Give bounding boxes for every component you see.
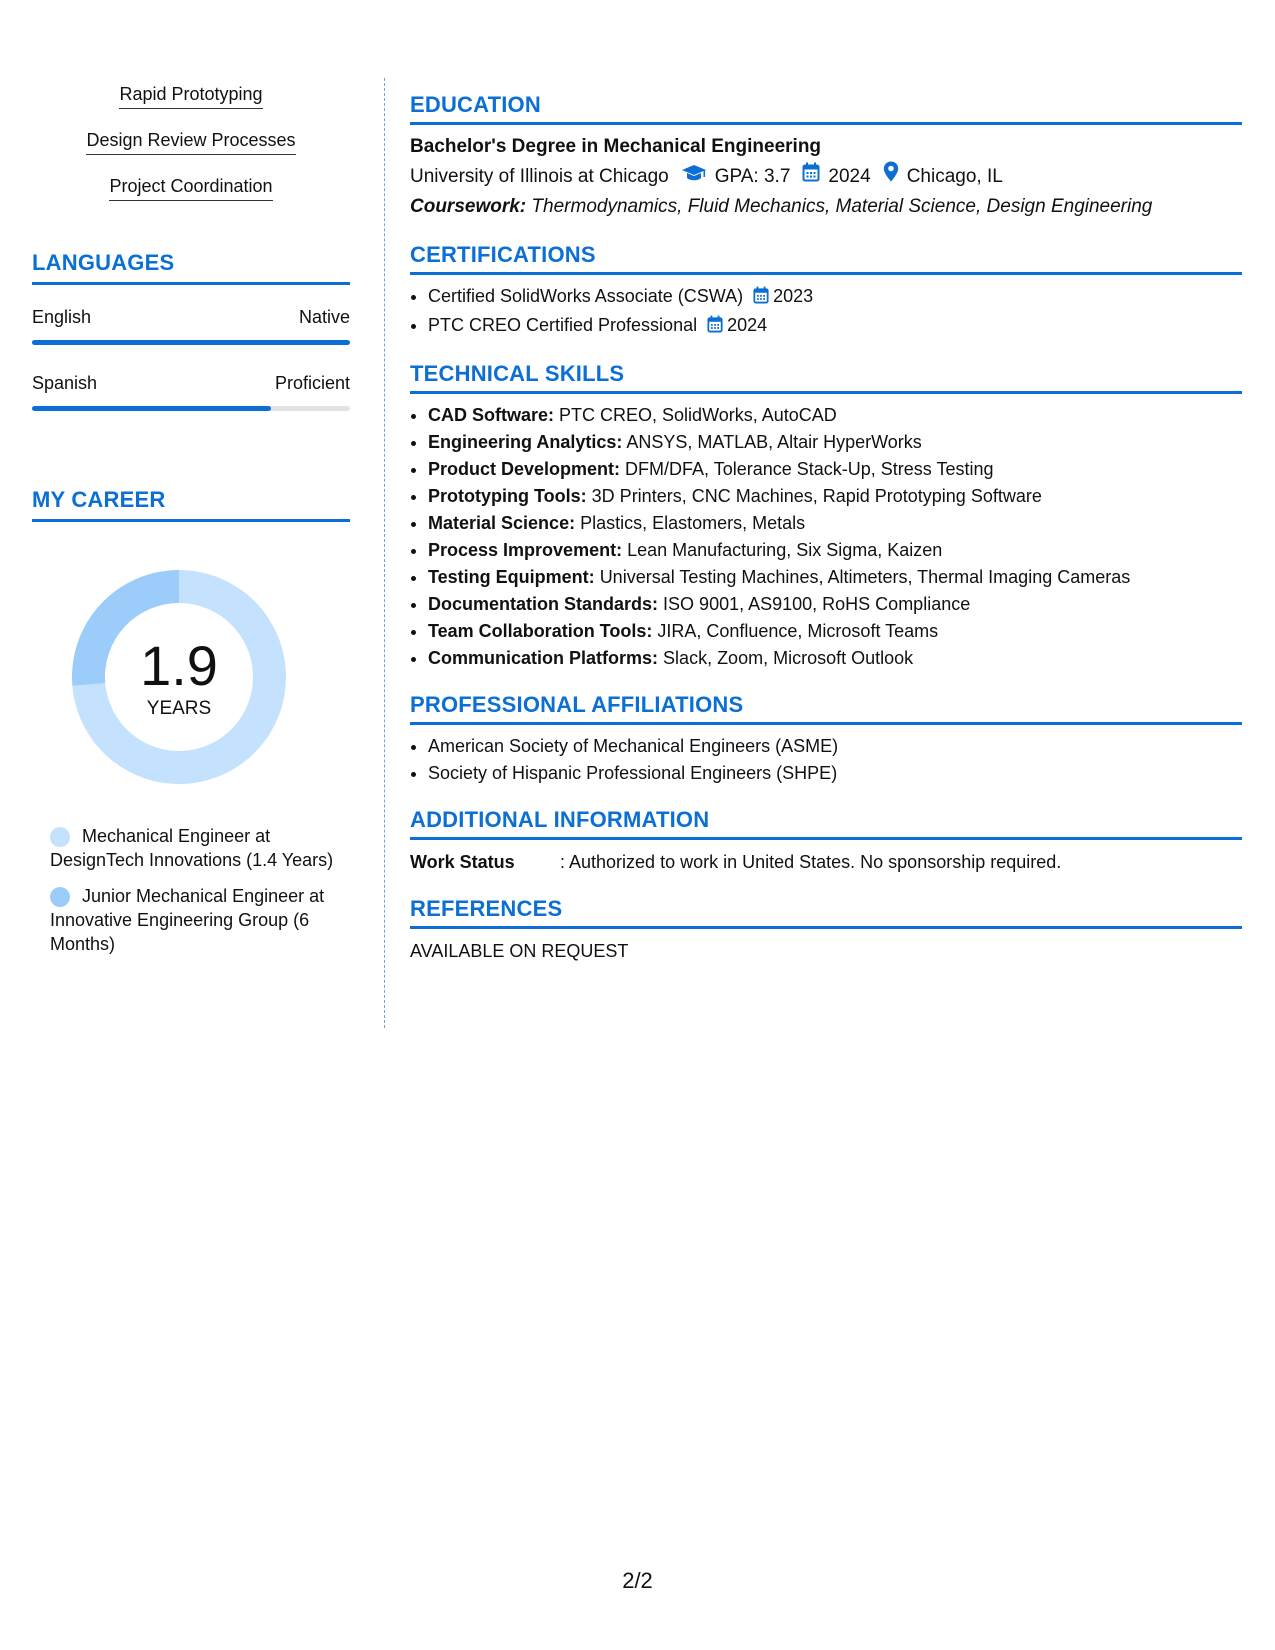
list-item [428, 537, 1242, 564]
list-item [428, 283, 1242, 312]
calendar-icon [707, 314, 723, 341]
graduation-cap-icon [681, 162, 707, 192]
language-bar-fill [32, 406, 271, 411]
skill-category: Team Collaboration Tools: [428, 621, 653, 641]
certification-year: 2024 [727, 315, 768, 335]
section-heading: EDUCATION [410, 92, 1242, 125]
section-heading: REFERENCES [410, 896, 1242, 929]
language-bar [32, 340, 350, 345]
languages-heading: LANGUAGES [32, 250, 350, 285]
list-item: • American Society of Mechanical Engineers (ASME) [428, 733, 1242, 760]
language-level: Proficient [274, 373, 350, 393]
list-item [428, 483, 1242, 510]
skill-category: Material Science: [428, 513, 576, 533]
work-status [410, 848, 1242, 876]
section-heading: TECHNICAL SKILLS [410, 361, 1242, 394]
location-pin-icon [883, 161, 899, 192]
additional-info-section [410, 807, 1242, 876]
section-heading: PROFESSIONAL AFFILIATIONS [410, 692, 1242, 725]
language-row [32, 373, 350, 411]
technical-skills-section [410, 361, 1242, 672]
career-legend-item [50, 824, 350, 872]
skill-tag: Project Coordination [109, 174, 272, 201]
section-heading: CERTIFICATIONS [410, 242, 1242, 275]
calendar-icon [753, 285, 769, 312]
language-name: Spanish [32, 373, 98, 393]
legend-dot-icon [50, 827, 70, 847]
technical-skills-list [410, 402, 1242, 672]
education-location: Chicago, IL [906, 165, 1003, 187]
section-heading: ADDITIONAL INFORMATION [410, 807, 1242, 840]
school-name: University of Illinois at Chicago [410, 165, 669, 187]
main-content [410, 92, 1242, 965]
skill-category: Engineering Analytics: [428, 432, 623, 452]
list-item [428, 618, 1242, 645]
list-item [428, 312, 1242, 341]
education-section [410, 92, 1242, 222]
skill-tags [32, 78, 350, 216]
career-legend-item [50, 884, 350, 956]
affiliations-section [410, 692, 1242, 787]
skill-values: ISO 9001, AS9100, RoHS Compliance [663, 594, 971, 614]
skill-values: DFM/DFA, Tolerance Stack-Up, Stress Testing [625, 459, 994, 479]
page-number: 2/2 [622, 1568, 653, 1593]
language-row [32, 307, 350, 345]
skill-tag: Design Review Processes [86, 128, 295, 155]
graduation-year: 2024 [828, 165, 871, 187]
language-level: Native [298, 307, 350, 327]
column-divider [384, 78, 385, 1028]
skill-category: Testing Equipment: [428, 567, 595, 587]
skill-values: 3D Printers, CNC Machines, Rapid Prototyping Software [591, 486, 1042, 506]
career-total-unit: YEARS [146, 698, 212, 719]
certification-name: Certified SolidWorks Associate (CSWA) [428, 286, 744, 306]
work-status-value: : Authorized to work in United States. No sponsorship required. [560, 852, 1062, 872]
career-donut-chart [66, 564, 292, 790]
language-bar-fill [32, 340, 350, 345]
sidebar [32, 78, 350, 968]
list-item [428, 402, 1242, 429]
skill-values: Lean Manufacturing, Six Sigma, Kaizen [627, 540, 943, 560]
skill-values: Slack, Zoom, Microsoft Outlook [663, 648, 914, 668]
list-item [428, 645, 1242, 672]
list-item [428, 591, 1242, 618]
career-heading: MY CAREER [32, 487, 350, 522]
certification-name: PTC CREO Certified Professional [428, 315, 698, 335]
certifications-section [410, 242, 1242, 341]
education-details [410, 161, 1242, 192]
coursework-list: Thermodynamics, Fluid Mechanics, Material Science, Design Engineering [531, 196, 1153, 217]
career-legend [32, 824, 350, 956]
coursework-label: Coursework: [410, 196, 527, 217]
affiliations-list [410, 733, 1242, 787]
skill-category: Prototyping Tools: [428, 486, 587, 506]
skill-values: PTC CREO, SolidWorks, AutoCAD [559, 405, 837, 425]
calendar-icon [802, 162, 820, 192]
language-name: English [32, 307, 92, 327]
skill-category: Product Development: [428, 459, 621, 479]
list-item [428, 456, 1242, 483]
list-item [428, 429, 1242, 456]
skill-category: Process Improvement: [428, 540, 623, 560]
coursework [410, 192, 1242, 222]
career-legend-label: Mechanical Engineer at DesignTech Innovations (1.4 Years) [50, 826, 334, 870]
list-item [428, 510, 1242, 537]
list-item [428, 564, 1242, 591]
career-total-value: 1.9 [140, 634, 218, 697]
degree-title: Bachelor's Degree in Mechanical Engineering [410, 136, 822, 157]
certification-year: 2023 [773, 286, 814, 306]
skill-category: Communication Platforms: [428, 648, 659, 668]
work-status-label: Work Status [410, 852, 515, 872]
skill-tag: Rapid Prototyping [119, 82, 262, 109]
references-text: AVAILABLE ON REQUEST [410, 941, 629, 961]
language-bar [32, 406, 350, 411]
legend-dot-icon [50, 887, 70, 907]
list-item: • Society of Hispanic Professional Engineers (SHPE) [428, 760, 1242, 787]
references-section [410, 896, 1242, 965]
career-legend-label: Junior Mechanical Engineer at Innovative Engineering Group (6 Months) [50, 886, 325, 954]
gpa: GPA: 3.7 [714, 165, 791, 187]
skill-category: CAD Software: [428, 405, 555, 425]
skill-category: Documentation Standards: [428, 594, 659, 614]
skill-values: Plastics, Elastomers, Metals [580, 513, 806, 533]
skill-values: Universal Testing Machines, Altimeters, Thermal Imaging Cameras [599, 567, 1131, 587]
skill-values: JIRA, Confluence, Microsoft Teams [657, 621, 939, 641]
skill-values: ANSYS, MATLAB, Altair HyperWorks [626, 432, 922, 452]
certification-list [410, 283, 1242, 341]
